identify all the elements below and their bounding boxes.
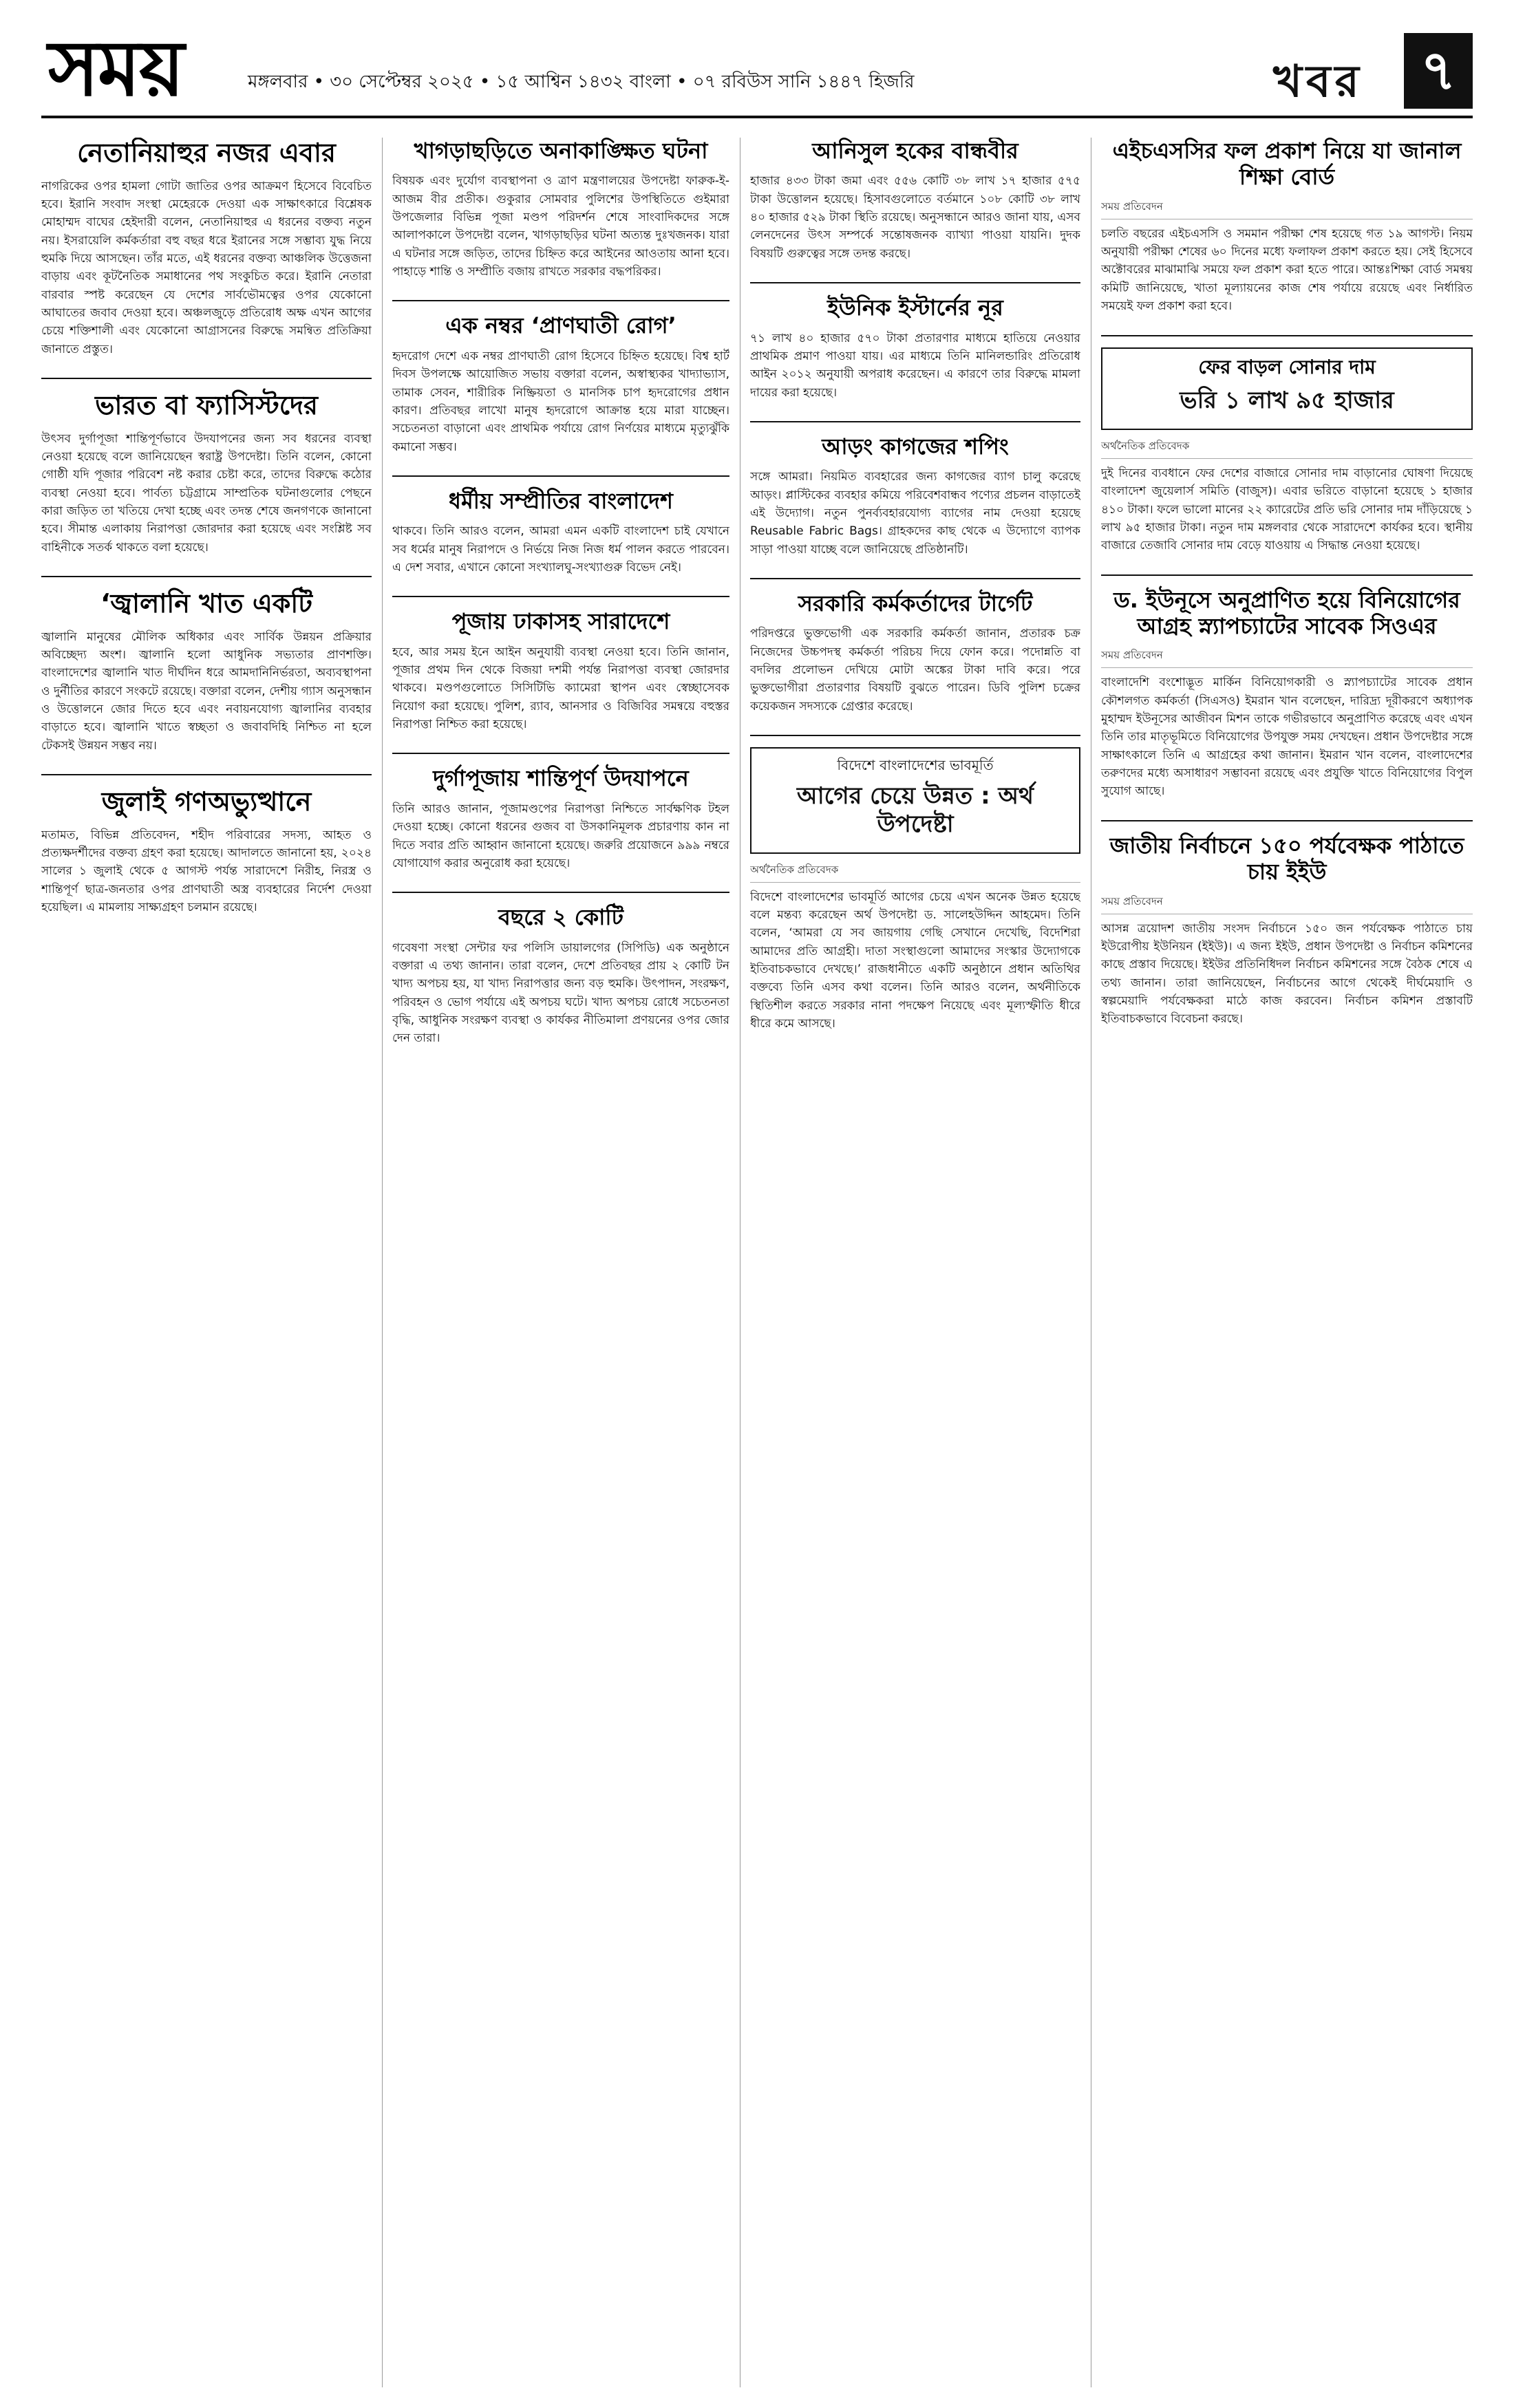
article-body: জ্বালানি মানুষের মৌলিক অধিকার এবং সার্বিক উন্নয়ন প্রক্রিয়ার অবিচ্ছেদ্য অংশ। জ্বালানি হলো আধুনিক সভ্যতার প্রাণশক্তি। বাংলাদেশের জ্বালানি খাত দীর্ঘদিন ধরে আমদানিনির্ভরতা, অব্যবস্থাপনা ও দুর্নীতির কারণে সংকটে রয়েছে। বক্তারা বলেন, দেশীয় গ্যাস অনুসন্ধান ও উত্তোলনে জোর দিতে হবে এবং নবায়নযোগ্য জ্বালানির ব্যবহার বাড়াতে হবে। জ্বালানি খাতে স্বচ্ছতা ও জবাবদিহি নিশ্চিত না হলে টেকসই উন্নয়ন সম্ভব নয়।	[41, 630, 372, 753]
headline: ‘জ্বালানি খাত একটি	[100, 588, 312, 619]
divider	[750, 578, 1080, 579]
article-puja-security	[392, 608, 729, 733]
divider	[392, 596, 729, 597]
article-body: বাংলাদেশি বংশোদ্ভূত মার্কিন বিনিয়োগকারী ও স্ন্যাপচ্যাটের সাবেক প্রধান কৌশলগত কর্মকর্তা (সিএসও) ইমরান খান বলেছেন, দারিদ্র্য দূরীকরণে অধ্যাপক মুহাম্মদ ইউনূসের আজীবন মিশন তাকে গভীরভাবে অনুপ্রাণিত করেছে এবং এখন তিনি তার মাতৃভূমিতে বিনিয়োগের উপযুক্ত সময় দেখছেন। প্রধান উপদেষ্টার সঙ্গে সাক্ষাৎকালে তিনি এ আগ্রহের কথা জানান। ইমরান খান বলেন, বাংলাদেশের তরুণদের মধ্যে অসাধারণ সম্ভাবনা রয়েছে এবং প্রযুক্তি খাতে বিনিয়োগের বিপুল সুযোগ আছে।	[1101, 676, 1473, 799]
column-2	[392, 138, 729, 2387]
headline: আগের চেয়ে উন্নত : অর্থ উপদেষ্টা	[797, 782, 1034, 838]
headline: পূজায় ঢাকাসহ সারাদেশে	[451, 608, 670, 635]
headline: জাতীয় নির্বাচনে ১৫০ পর্যবেক্ষক পাঠাতে চায় ইইউ	[1109, 832, 1464, 885]
article-body: বিদেশে বাংলাদেশের ভাবমূর্তি আগের চেয়ে এখন অনেক উন্নত হয়েছে বলে মন্তব্য করেছেন অর্থ উপদেষ্টা ড. সালেহউদ্দিন আহমেদ। তিনি বলেন, ‘আমরা যে সব জায়গায় গেছি সেখানে দেখেছি, বিদেশিরা আমাদের প্রতি আগ্রহী। দাতা সংস্থাগুলো আমাদের সংস্কার উদ্যোগকে ইতিবাচকভাবে দেখছে।’ রাজধানীতে একটি অনুষ্ঠানে প্রধান অতিথির বক্তব্যে তিনি এসব কথা বলেন। তিনি আরও বলেন, অর্থনীতিকে স্থিতিশীল করতে সরকার নানা পদক্ষেপ নিয়েছে এবং মূল্যস্ফীতি ধীরে ধীরে কমে আসছে।	[750, 890, 1080, 1031]
divider	[750, 282, 1080, 283]
headline: জুলাই গণঅভ্যুত্থানে	[101, 786, 312, 817]
article-body: উৎসব দুর্গাপূজা শান্তিপূর্ণভাবে উদযাপনের জন্য সব ধরনের ব্যবস্থা নেওয়া হয়েছে বলে জানিয়েছেন স্বরাষ্ট্র উপদেষ্টা। তিনি বলেন, কোনো গোষ্ঠী যদি পূজার পরিবেশ নষ্ট করার চেষ্টা করে, তাদের বিরুদ্ধে কঠোর ব্যবস্থা নেওয়া হবে। পার্বত্য চট্টগ্রামে সাম্প্রতিক ঘটনাগুলোর পেছনে কারা জড়িত তা খতিয়ে দেখা হচ্ছে এবং তদন্ত শেষে জনগণকে জানানো হবে। সীমান্ত এলাকায় নিরাপত্তা জোরদার করা হয়েছে এবং সংশ্লিষ্ট সব বাহিনীকে সতর্ক থাকতে বলা হয়েছে।	[41, 431, 372, 555]
article-body: দুই দিনের ব্যবধানে ফের দেশের বাজারে সোনার দাম বাড়ানোর ঘোষণা দিয়েছে বাংলাদেশ জুয়েলার্স সমিতি (বাজুস)। এবার ভরিতে বাড়ানো হয়েছে ১ হাজার ৪১০ টাকা। ফলে ভালো মানের ২২ ক্যারেটের প্রতি ভরি সোনার দাম দাঁড়িয়েছে ১ লাখ ৯৫ হাজার টাকা। নতুন দাম মঙ্গলবার থেকে সারাদেশে কার্যকর হবে। স্থানীয় বাজারে তেজাবি সোনার দাম বেড়ে যাওয়ায় এ সিদ্ধান্ত নেওয়া হয়েছে।	[1101, 466, 1473, 553]
headline: এইচএসসির ফল প্রকাশ নিয়ে যা জানাল শিক্ষা বোর্ড	[1112, 138, 1462, 191]
divider	[41, 576, 372, 577]
column-divider	[382, 138, 383, 2387]
headline: ফের বাড়ল সোনার দাম	[1198, 355, 1376, 378]
article-energy-sector	[41, 588, 372, 755]
headline: এক নম্বর ‘প্রাণঘাতী রোগ’	[445, 312, 676, 339]
article-image-abroad	[750, 747, 1080, 1033]
divider	[392, 300, 729, 301]
byline: অর্থনৈতিক প্রতিবেদক	[1101, 438, 1473, 459]
article-body: নাগরিকের ওপর হামলা গোটা জাতির ওপর আক্রমণ হিসেবে বিবেচিত হবে। ইরানি সংবাদ সংস্থা মেহেরকে দেওয়া এক সাক্ষাৎকারে বিশ্লেষক মোহাম্মদ বাঘের হেইদারী বলেন, নেতানিয়াহুর এ ধরনের বক্তব্য নতুন নয়। ইসরায়েলি কর্মকর্তারা বহু বছর ধরে ইরানের সঙ্গে সম্ভাব্য যুদ্ধ নিয়ে হুমকি দিয়ে আসছেন। তাঁর মতে, এই ধরনের বক্তব্য আঞ্চলিক উত্তেজনা বাড়ায় এবং কূটনৈতিক সমাধানের পথ সংকুচিত করে। ইরানি নেতারা বারবার স্পষ্ট করেছেন যে দেশের সার্বভৌমত্বের ওপর যেকোনো আঘাতের জবাব দেওয়া হবে। অঞ্চলজুড়ে প্রতিরোধ অক্ষ এখন আগের চেয়ে শক্তিশালী এবং যেকোনো আগ্রাসনের বিরুদ্ধে সমন্বিত প্রতিক্রিয়া জানাতে প্রস্তুত।	[41, 179, 372, 356]
article-body: বিষয়ক এবং দুর্যোগ ব্যবস্থাপনা ও ত্রাণ মন্ত্রণালয়ের উপদেষ্টা ফারুক-ই-আজম বীর প্রতীক। গুকুরার সোমবার পুলিশের উপস্থিতিতে গুইমারা উপজেলার বিভিন্ন পূজা মণ্ডপ পরিদর্শন শেষে সাংবাদিকদের সঙ্গে আলাপকালে উপদেষ্টা বলেন, খাগড়াছড়ির ঘটনা অত্যন্ত দুঃখজনক। যারা এ ঘটনার সঙ্গে জড়িত, তাদের চিহ্নিত করে আইনের আওতায় আনা হবে। পাহাড়ে শান্তি ও সম্প্রীতি বজায় রাখতে সরকার বদ্ধপরিকর।	[392, 174, 729, 279]
byline: সময় প্রতিবেদন	[1101, 647, 1473, 668]
article-heart-disease	[392, 312, 729, 455]
divider	[392, 892, 729, 893]
article-body: হবে, আর সময় ইনে আইন অনুযায়ী ব্যবস্থা নেওয়া হবে। তিনি জানান, পূজার প্রথম দিন থেকে বিজয়া দশমী পর্যন্ত নিরাপত্তা ব্যবস্থা জোরদার থাকবে। মণ্ডপগুলোতে সিসিটিভি ক্যামেরা স্থাপন এবং স্বেচ্ছাসেবক নিয়োগ করা হয়েছে। পুলিশ, র‍্যাব, আনসার ও বিজিবির সমন্বয়ে বহুস্তর নিরাপত্তা নিশ্চিত করা হয়েছে।	[392, 645, 729, 732]
headline: দুর্গাপূজায় শান্তিপূর্ণ উদযাপনে	[433, 765, 689, 792]
article-gold-price	[1101, 347, 1473, 555]
article-snapchat-investor	[1101, 587, 1473, 801]
column-4	[1101, 138, 1473, 2387]
article-body: হৃদরোগ দেশে এক নম্বর প্রাণঘাতী রোগ হিসেবে চিহ্নিত হয়েছে। বিশ্ব হার্ট দিবস উপলক্ষে আয়োজিত সভায় বক্তারা বলেন, অস্বাস্থ্যকর খাদ্যাভ্যাস, তামাক সেবন, শারীরিক নিষ্ক্রিয়তা ও মানসিক চাপ হৃদরোগের প্রধান কারণ। প্রতিবছর লাখো মানুষ হৃদরোগে আক্রান্ত হয়ে মারা যাচ্ছেন। সচেতনতা বাড়ানো এবং প্রাথমিক পর্যায়ে রোগ নির্ণয়ের মাধ্যমে মৃত্যুঝুঁকি কমানো সম্ভব।	[392, 349, 729, 454]
divider	[1101, 335, 1473, 336]
headline: সরকারি কর্মকর্তাদের টার্গেট	[798, 590, 1033, 616]
article-netanyahu	[41, 138, 372, 358]
headline-box	[750, 747, 1080, 854]
article-religious-harmony	[392, 488, 729, 577]
article-khagrachhari	[392, 138, 729, 281]
divider	[750, 735, 1080, 736]
article-aarong-bags	[750, 433, 1080, 559]
section-name: খবর	[1273, 56, 1363, 107]
article-body: তিনি আরও জানান, পূজামণ্ডপের নিরাপত্তা নিশ্চিতে সার্বক্ষণিক টহল দেওয়া হচ্ছে। কোনো ধরনের গুজব বা উসকানিমূলক প্রচারণায় কান না দিতে সবার প্রতি আহ্বান জানানো হয়েছে। জরুরি প্রয়োজনে ৯৯৯ নম্বরে যোগাযোগ করার অনুরোধ করা হয়েছে।	[392, 802, 729, 870]
article-body: সঙ্গে আমরা। নিয়মিত ব্যবহারের জন্য কাগজের ব্যাগ চালু করেছে আড়ং। প্লাস্টিকের ব্যবহার কমিয়ে পরিবেশবান্ধব পণ্যের প্রচলন বাড়াতেই এই উদ্যোগ। নতুন পুনর্ব্যবহারযোগ্য ব্যাগের নাম দেওয়া হয়েছে Reusable Fabric Bags। গ্রাহকদের কাছ থেকে এ উদ্যোগে ব্যাপক সাড়া পাওয়া যাচ্ছে বলে জানিয়েছে প্রতিষ্ঠানটি।	[750, 470, 1080, 557]
dateline: মঙ্গলবার • ৩০ সেপ্টেম্বর ২০২৫ • ১৫ আশ্বিন ১৪৩২ বাংলা • ০৭ রবিউস সানি ১৪৪৭ হিজরি	[248, 72, 915, 92]
headline: ভারত বা ফ্যাসিস্টদের	[95, 390, 318, 421]
divider	[392, 475, 729, 477]
divider	[41, 774, 372, 775]
article-hsc-results	[1101, 138, 1473, 316]
subheadline: ভরি ১ লাখ ৯৫ হাজার	[1180, 387, 1394, 415]
byline: অর্থনৈতিক প্রতিবেদক	[750, 862, 1080, 883]
article-body: চলতি বছরের এইচএসসি ও সমমান পরীক্ষা শেষ হয়েছে গত ১৯ আগস্ট। নিয়ম অনুযায়ী পরীক্ষা শেষের ৬০ দিনের মধ্যে ফলাফল প্রকাশ করতে হয়। সেই হিসেবে অক্টোবরের মাঝামাঝি সময়ে ফল প্রকাশ করা হতে পারে। আন্তঃশিক্ষা বোর্ড সমন্বয় কমিটি জানিয়েছে, খাতা মূল্যায়নের কাজ শেষ পর্যায়ে রয়েছে এবং নির্ধারিত সময়েই ফল প্রকাশ করা হবে।	[1101, 226, 1473, 314]
divider	[1101, 820, 1473, 821]
newspaper-logo: সময়	[48, 23, 184, 114]
article-official-fraud	[750, 590, 1080, 716]
article-body: থাকবে। তিনি আরও বলেন, আমরা এমন একটি বাংলাদেশ চাই যেখানে সব ধর্মের মানুষ নিরাপদে ও নির্ভয়ে নিজ নিজ ধর্ম পালন করতে পারবেন। এ দেশ সবার, এখানে কোনো সংখ্যালঘু-সংখ্যাগুরু বিভেদ নেই।	[392, 524, 729, 574]
headline: নেতানিয়াহুর নজর এবার	[77, 138, 336, 168]
divider	[392, 753, 729, 754]
headline-box	[1101, 347, 1473, 430]
divider	[1101, 574, 1473, 576]
divider	[41, 378, 372, 379]
article-body: পরিদপ্তরে ভুক্তভোগী এক সরকারি কর্মকর্তা জানান, প্রতারক চক্র নিজেদের উচ্চপদস্থ কর্মকর্তা পরিচয় দিয়ে ফোন করে। পদোন্নতি বা বদলির প্রলোভন দেখিয়ে মোটা অঙ্কের টাকা দাবি করে। পরে ভুক্তভোগীরা প্রতারণার বিষয়টি বুঝতে পারেন। ডিবি পুলিশ চক্রের কয়েকজন সদস্যকে গ্রেপ্তার করেছে।	[750, 627, 1080, 713]
headline-kicker: বিদেশে বাংলাদেশের ভাবমূর্তি	[837, 757, 994, 774]
article-body: গবেষণা সংস্থা সেন্টার ফর পলিসি ডায়ালগের (সিপিডি) এক অনুষ্ঠানে বক্তারা এ তথ্য জানান। তারা বলেন, দেশে প্রতিবছর প্রায় ২ কোটি টন খাদ্য অপচয় হয়, যা খাদ্য নিরাপত্তার জন্য বড় হুমকি। উৎপাদন, সংরক্ষণ, পরিবহন ও ভোগ পর্যায়ে এই অপচয় ঘটে। খাদ্য অপচয় রোধে সচেতনতা বৃদ্ধি, আধুনিক সংরক্ষণ ব্যবস্থা ও কার্যকর নীতিমালা প্রণয়নের ওপর জোর দেন তারা।	[392, 940, 729, 1046]
article-eu-observers	[1101, 832, 1473, 1029]
headline: আড়ং কাগজের শপিং	[822, 433, 1009, 460]
article-india-fascists	[41, 390, 372, 557]
article-body: ৭১ লাখ ৪০ হাজার ৫৭০ টাকা প্রতারণার মাধ্যমে হাতিয়ে নেওয়ার প্রাথমিক প্রমাণ পাওয়া যায়। এর মাধ্যমে তিনি মানিলন্ডারিং প্রতিরোধ আইন ২০১২ অনুযায়ী অপরাধ করেছেন। এ কারণে তার বিরুদ্ধে মামলা দায়ের করা হয়েছে।	[750, 331, 1080, 400]
headline: বছরে ২ কোটি	[498, 904, 623, 931]
article-unique-eastern	[750, 294, 1080, 402]
article-body: হাজার ৪৩৩ টাকা জমা এবং ৫৫৬ কোটি ৩৮ লাখ ১৭ হাজার ৫৭৫ টাকা উত্তোলন হয়েছে। হিসাবগুলোতে বর্তমানে ১০৮ কোটি ৩৮ লাখ ৪০ হাজার ৫২৯ টাকা স্থিতি রয়েছে। অনুসন্ধানে আরও জানা যায়, এসব লেনদেনের উৎস সম্পর্কে সন্তোষজনক ব্যাখ্যা পাওয়া যায়নি। দুদক বিষয়টি গুরুত্বের সঙ্গে তদন্ত করছে।	[750, 174, 1080, 261]
column-1	[41, 138, 372, 2387]
article-anisul-haq	[750, 138, 1080, 263]
page-number: ৭	[1404, 33, 1473, 109]
article-food-waste	[392, 904, 729, 1047]
headline: ধর্মীয় সম্প্রীতির বাংলাদেশ	[449, 487, 673, 514]
headline: খাগড়াছড়িতে অনাকাঙ্ক্ষিত ঘটনা	[414, 138, 708, 164]
article-body: আসন্ন ত্রয়োদশ জাতীয় সংসদ নির্বাচনে ১৫০ জন পর্যবেক্ষক পাঠাতে চায় ইউরোপীয় ইউনিয়ন (ইইউ)। এ জন্য ইইউ, প্রধান উপদেষ্টা ও নির্বাচন কমিশনের কাছে প্রস্তাব দিয়েছে। ইইউর প্রতিনিধিদল নির্বাচন কমিশনের সঙ্গে বৈঠক শেষে এ তথ্য জানান। তারা জানিয়েছেন, নির্বাচনের আগে থেকেই দীর্ঘমেয়াদি ও স্বল্পমেয়াদি পর্যবেক্ষকরা মাঠে কাজ করবেন। নির্বাচন কমিশন প্রস্তাবটি ইতিবাচকভাবে বিবেচনা করছে।	[1101, 921, 1473, 1026]
divider	[750, 421, 1080, 422]
article-durga-puja	[392, 765, 729, 872]
byline: সময় প্রতিবেদন	[1101, 199, 1473, 219]
article-body: মতামত, বিভিন্ন প্রতিবেদন, শহীদ পরিবারের সদস্য, আহত ও প্রত্যক্ষদর্শীদের বক্তব্য গ্রহণ করা হয়েছে। আদালতে জানানো হয়, ২০২৪ সালের ১ জুলাই থেকে ৫ আগস্ট পর্যন্ত সারাদেশে নিরীহ, নিরস্ত্র ও শান্তিপূর্ণ ছাত্র-জনতার ওপর প্রাণঘাতী অস্ত্র ব্যবহারের নির্দেশ দেওয়া হয়েছিল। এ মামলায় সাক্ষ্যগ্রহণ চলমান রয়েছে।	[41, 828, 372, 914]
article-july-uprising	[41, 786, 372, 916]
masthead	[41, 23, 1473, 118]
column-3	[750, 138, 1080, 2387]
headline: আনিসুল হকের বান্ধবীর	[812, 138, 1019, 164]
headline: ড. ইউনূসে অনুপ্রাণিত হয়ে বিনিয়োগের আগ্রহ স্ন্যাপচ্যাটের সাবেক সিওএর	[1113, 586, 1460, 639]
byline: সময় প্রতিবেদন	[1101, 894, 1473, 914]
headline: ইউনিক ইস্টার্নের নূর	[827, 294, 1003, 321]
